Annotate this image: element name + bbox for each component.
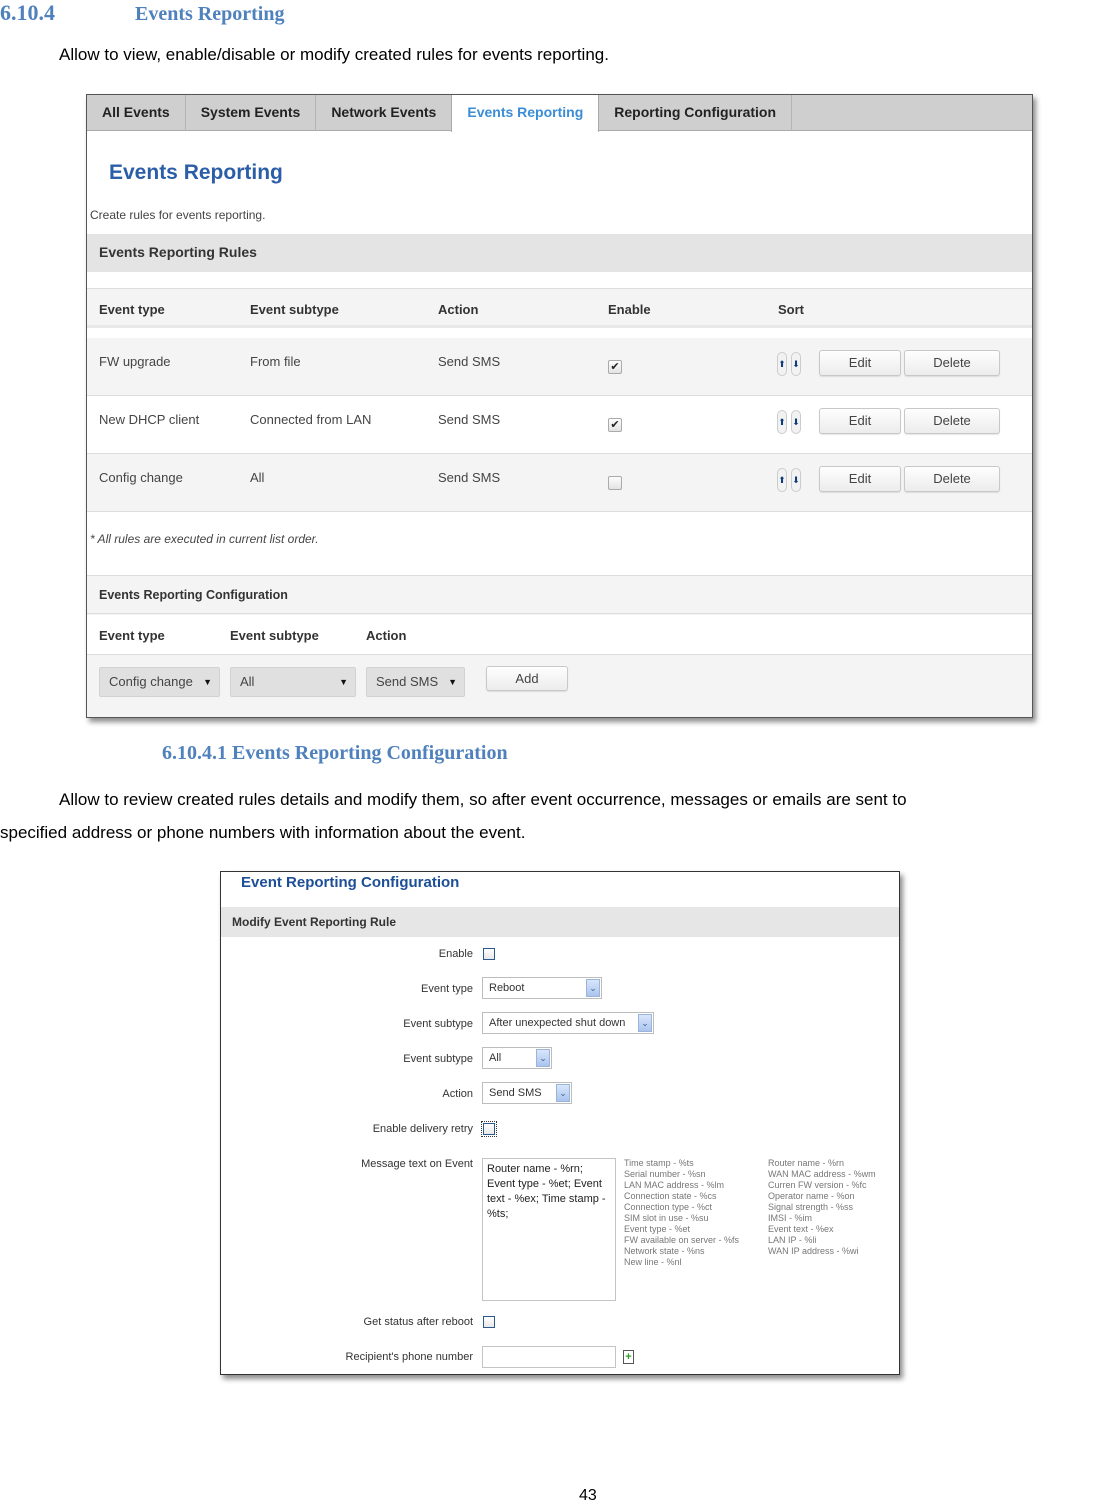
cell-event-type: Config change xyxy=(99,470,183,485)
add-phone-icon[interactable]: + xyxy=(623,1350,634,1364)
event-type-label: Event type xyxy=(421,983,473,995)
sort-up-button[interactable]: ⬆ xyxy=(777,468,787,492)
section-intro: Allow to view, enable/disable or modify created rules for events reporting. xyxy=(59,45,609,64)
order-note: * All rules are executed in current list order. xyxy=(90,532,319,546)
delivery-retry-checkbox[interactable] xyxy=(483,1123,495,1135)
delete-button[interactable]: Delete xyxy=(904,408,1000,434)
hint-item: Serial number - %sn xyxy=(624,1169,706,1179)
hint-item: LAN IP - %li xyxy=(768,1235,817,1245)
subsection-para-line2: specified address or phone numbers with information about the event. xyxy=(0,823,526,842)
hint-item: Network state - %ns xyxy=(624,1246,705,1256)
cell-event-type: New DHCP client xyxy=(99,412,200,427)
section-title: Events Reporting xyxy=(135,3,285,25)
cell-action: Send SMS xyxy=(438,412,501,427)
col-sort: Sort xyxy=(778,302,804,317)
hint-item: IMSI - %im xyxy=(768,1213,812,1223)
cell-event-type: FW upgrade xyxy=(99,354,171,369)
event-subtype2-select[interactable] xyxy=(482,1047,552,1069)
enable-checkbox[interactable] xyxy=(483,948,495,960)
edit-button[interactable]: Edit xyxy=(819,408,901,434)
chevron-down-icon: ⌄ xyxy=(586,979,600,997)
page-number: 43 xyxy=(579,1487,597,1504)
table-row xyxy=(87,396,1032,454)
tab-reporting-configuration[interactable]: Reporting Configuration xyxy=(599,95,792,131)
action-label: Action xyxy=(442,1088,473,1100)
dropdown-arrow-icon: ▼ xyxy=(339,677,348,687)
cell-event-subtype: From file xyxy=(250,354,301,369)
hint-item: Router name - %rn xyxy=(768,1158,845,1168)
hint-item: Event text - %ex xyxy=(768,1224,834,1234)
message-label: Message text on Event xyxy=(361,1158,473,1170)
section-heading xyxy=(0,0,284,26)
phone-number-input[interactable] xyxy=(482,1346,616,1368)
event-type-select-value: Config change xyxy=(109,674,193,689)
config-col-action: Action xyxy=(366,628,407,643)
tab-system-events[interactable]: System Events xyxy=(186,95,317,131)
sort-down-button[interactable]: ⬇ xyxy=(791,468,801,492)
event-subtype-label: Event subtype xyxy=(403,1018,473,1030)
cell-event-subtype: All xyxy=(250,470,265,485)
enable-checkbox[interactable]: ✔ xyxy=(608,418,622,432)
table-row xyxy=(87,338,1032,396)
config-col-event-subtype: Event subtype xyxy=(230,628,319,643)
event-reporting-configuration-screenshot xyxy=(220,871,900,1375)
cell-action: Send SMS xyxy=(438,354,501,369)
event-subtype2-value: All xyxy=(489,1052,502,1064)
tab-bar xyxy=(87,95,1032,131)
event-subtype-select[interactable] xyxy=(230,667,356,697)
edit-button[interactable]: Edit xyxy=(819,350,901,376)
tab-events-reporting[interactable]: Events Reporting xyxy=(451,95,599,132)
event-subtype2-label: Event subtype xyxy=(403,1053,473,1065)
events-reporting-screenshot xyxy=(86,94,1033,718)
hint-item: Curren FW version - %fc xyxy=(768,1180,867,1190)
hint-item: WAN MAC address - %wm xyxy=(768,1169,876,1179)
delete-button[interactable]: Delete xyxy=(904,350,1000,376)
action-value: Send SMS xyxy=(489,1087,542,1099)
event-type-value: Reboot xyxy=(489,982,525,994)
page-title: Events Reporting xyxy=(109,161,283,184)
sort-down-button[interactable]: ⬇ xyxy=(791,410,801,434)
hint-item: New line - %nl xyxy=(624,1257,682,1267)
variable-hints-col1 xyxy=(624,1158,739,1268)
delivery-retry-label: Enable delivery retry xyxy=(372,1123,473,1135)
section-number: 6.10.4 xyxy=(0,0,55,25)
hint-item: Connection type - %ct xyxy=(624,1202,713,1212)
chevron-down-icon: ⌄ xyxy=(556,1084,570,1102)
hint-item: Operator name - %on xyxy=(768,1191,855,1201)
tab-network-events[interactable]: Network Events xyxy=(331,104,437,120)
event-subtype-select[interactable] xyxy=(482,1012,654,1034)
edit-button[interactable]: Edit xyxy=(819,466,901,492)
config-page-title: Event Reporting Configuration xyxy=(241,874,460,891)
status-after-reboot-checkbox[interactable] xyxy=(483,1316,495,1328)
hint-item: Signal strength - %ss xyxy=(768,1202,854,1212)
col-action: Action xyxy=(438,302,479,317)
col-enable: Enable xyxy=(608,302,651,317)
table-row xyxy=(87,454,1032,512)
page-description: Create rules for events reporting. xyxy=(90,208,266,222)
col-event-type: Event type xyxy=(99,302,165,317)
chevron-down-icon: ⌄ xyxy=(638,1014,652,1032)
hint-item: LAN MAC address - %lm xyxy=(624,1180,725,1190)
dropdown-arrow-icon: ▼ xyxy=(203,677,212,687)
event-type-select[interactable] xyxy=(99,667,220,697)
col-event-subtype: Event subtype xyxy=(250,302,339,317)
dropdown-arrow-icon: ▼ xyxy=(448,677,457,687)
hint-item: Connection state - %cs xyxy=(624,1191,717,1201)
event-type-select[interactable] xyxy=(482,977,602,999)
add-button[interactable]: Add xyxy=(486,666,568,691)
sort-down-button[interactable]: ⬇ xyxy=(791,352,801,376)
enable-label: Enable xyxy=(438,948,473,960)
message-textarea[interactable]: Router name - %rn; Event type - %et; Event text - %ex; Time stamp - %ts; xyxy=(482,1158,616,1301)
hint-item: SIM slot in use - %su xyxy=(624,1213,709,1223)
subsection-number: 6.10.4.1 xyxy=(162,742,227,764)
cell-event-subtype: Connected from LAN xyxy=(250,412,372,427)
sort-up-button[interactable]: ⬆ xyxy=(777,410,787,434)
variable-hints-col2 xyxy=(768,1158,876,1257)
event-subtype-select-value: All xyxy=(240,674,255,689)
config-section-header: Events Reporting Configuration xyxy=(87,576,1032,614)
config-table-header xyxy=(87,615,1032,655)
subsection-title: Events Reporting Configuration xyxy=(232,742,508,764)
subsection-heading xyxy=(162,742,508,765)
rules-table-header xyxy=(87,288,1032,328)
action-select[interactable] xyxy=(482,1082,572,1104)
hint-item: WAN IP address - %wi xyxy=(768,1246,859,1256)
status-after-reboot-label: Get status after reboot xyxy=(363,1316,473,1328)
hint-item: Event type - %et xyxy=(624,1224,691,1234)
action-select-value: Send SMS xyxy=(376,674,439,689)
subsection-para-line1: Allow to review created rules details and modify them, so after event occurrence, messages or emails are sent to xyxy=(59,790,907,809)
event-subtype-value: After unexpected shut down xyxy=(489,1017,626,1029)
rules-section-header: Events Reporting Rules xyxy=(87,234,1032,272)
tab-all-events[interactable]: All Events xyxy=(87,95,186,131)
hint-item: Time stamp - %ts xyxy=(624,1158,694,1168)
sort-up-button[interactable]: ⬆ xyxy=(777,352,787,376)
modify-rule-header: Modify Event Reporting Rule xyxy=(221,907,899,937)
cell-action: Send SMS xyxy=(438,470,501,485)
chevron-down-icon: ⌄ xyxy=(536,1049,550,1067)
enable-checkbox[interactable] xyxy=(608,476,622,490)
action-select[interactable] xyxy=(366,667,465,697)
hint-item: FW available on server - %fs xyxy=(624,1235,740,1245)
config-col-event-type: Event type xyxy=(99,628,165,643)
phone-label: Recipient's phone number xyxy=(345,1351,473,1363)
delete-button[interactable]: Delete xyxy=(904,466,1000,492)
enable-checkbox[interactable]: ✔ xyxy=(608,360,622,374)
